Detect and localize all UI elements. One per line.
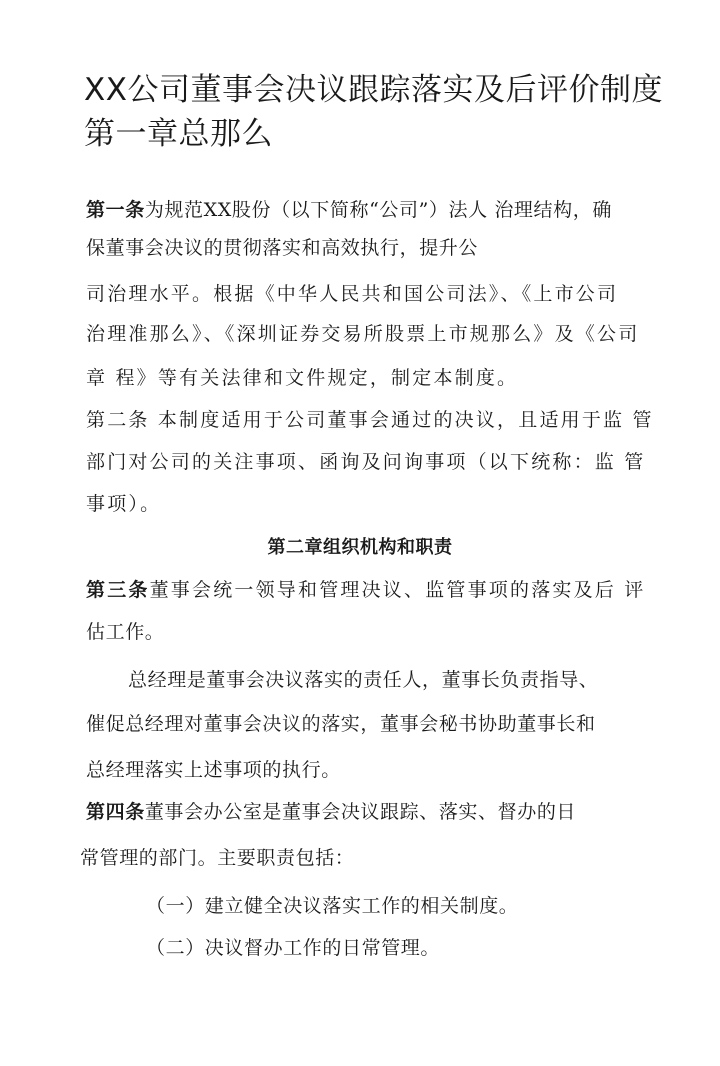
article-1-line-2: 保董事会决议的贯彻落实和高效执行，提升公	[86, 237, 479, 259]
article-3-line-1	[86, 578, 646, 602]
article-4-line-1	[86, 800, 646, 824]
article-3-text-1: 董事会统一领导和管理决议、监管事项的落实及后 评	[149, 579, 646, 601]
gm-paragraph-line-2: 催促总经理对董事会决议的落实，董事会秘书协助董事长和	[86, 713, 596, 735]
article-4-label: 第四条	[86, 801, 145, 823]
article-2-line-1: 第二条 本制度适用于公司董事会通过的决议，且适用于监 管	[86, 409, 654, 431]
article-4-line-2: 常管理的部门。主要职责包括：	[80, 847, 355, 869]
article-1-text-1: 为规范XX股份（以下简称“公司”）法人 治理结构，确	[144, 199, 612, 221]
duty-item: （一）建立健全决议落实工作的相关制度。	[146, 895, 519, 917]
article-1-label: 第一条	[86, 199, 145, 221]
article-2-line-2: 部门对公司的关注事项、函询及问询事项（以下统称：监 管	[86, 451, 646, 473]
article-3-line-2: 估工作。	[86, 621, 165, 643]
chapter-2-heading: 第二章组织机构和职责	[267, 537, 453, 558]
article-1-line-4: 治理准那么》、《深圳证券交易所股票上市规那么》及《公司	[86, 323, 640, 345]
article-1-line-5: 章 程》等有关法律和文件规定，制定本制度。	[86, 367, 519, 389]
article-1-line-3: 司治理水平。根据《中华人民共和国公司法》、《上市公司	[86, 283, 619, 305]
document-title: XX公司董事会决议跟踪落实及后评价制度第一章总那么	[84, 72, 663, 152]
gm-paragraph-line-1: 总经理是董事会决议落实的责任人，董事长负责指导、	[128, 669, 599, 691]
article-2-line-3: 事项）。	[86, 493, 162, 515]
duty-item: （二）决议督办工作的日常管理。	[146, 937, 441, 959]
article-3-label: 第三条	[86, 579, 150, 601]
article-1-line-1	[86, 198, 646, 222]
gm-paragraph-line-3: 总经理落实上述事项的执行。	[86, 759, 341, 781]
article-4-text-1: 董事会办公室是董事会决议跟踪、落实、督办的日	[144, 801, 577, 823]
